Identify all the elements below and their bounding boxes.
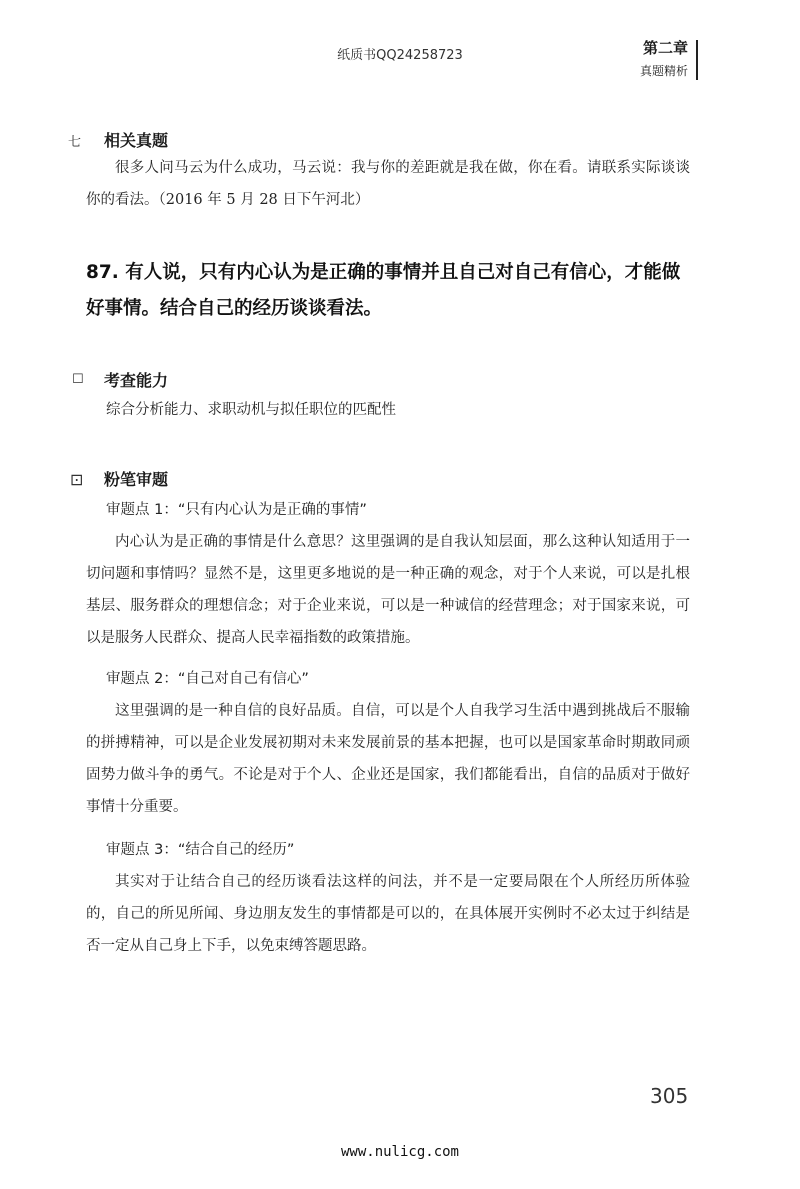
ability-section-title: 考查能力 bbox=[104, 371, 169, 390]
header-divider bbox=[696, 40, 698, 80]
analysis-point-3-text: 其实对于让结合自己的经历谈看法这样的问法，并不是一定要局限在个人所经历所体验的，自己的所见所闻、身边朋友发生的事情都是可以的，在具体展开实例时不必太过于纠结是否一定从自己身上下手，以免束缚答题思路。 bbox=[86, 874, 690, 954]
header-watermark: 纸质书QQ24258723 bbox=[337, 48, 463, 63]
page-number: 305 bbox=[650, 1084, 689, 1108]
analysis-point-2-label: 审题点 2：“自己对自己有信心” bbox=[106, 671, 309, 687]
related-section-title: 相关真题 bbox=[104, 131, 169, 150]
ability-section-icon: ☐ bbox=[72, 372, 84, 387]
chapter-title: 第二章 bbox=[642, 39, 688, 57]
analysis-point-2-text: 这里强调的是一种自信的良好品质。自信，可以是个人自我学习生活中遇到挑战后不服输的拼搏精神，可以是企业发展初期对未来发展前景的基本把握，也可以是国家革命时期敢同顽固势力做斗争的勇气。不论是对于个人、企业还是国家，我们都能看出，自信的品质对于做好事情十分重要。 bbox=[86, 703, 690, 815]
analysis-point-1-label: 审题点 1：“只有内心认为是正确的事情” bbox=[106, 502, 367, 518]
chapter-subtitle: 真题精析 bbox=[639, 64, 688, 78]
analysis-section-title: 粉笔审题 bbox=[104, 470, 169, 489]
analysis-point-3-label: 审题点 3：“结合自己的经历” bbox=[106, 842, 295, 858]
question-title: 87. 有人说，只有内心认为是正确的事情并且自己对自己有信心，才能做好事情。结合自己的经历谈谈看法。 bbox=[86, 262, 681, 319]
analysis-point-1-text: 内心认为是正确的事情是什么意思？这里强调的是自我认知层面，那么这种认知适用于一切问题和事情吗？显然不是，这里更多地说的是一种正确的观念，对于个人来说，可以是扎根基层、服务群众的理想信念；对于企业来说，可以是一种诚信的经营理念；对于国家来说，可以是服务人民群众、提高人民幸福指数的政策措施。 bbox=[86, 534, 690, 646]
related-question-text: 很多人问马云为什么成功，马云说：我与你的差距就是我在做，你在看。请联系实际谈谈你的看法。（2016 年 5 月 28 日下午河北） bbox=[86, 160, 690, 208]
analysis-section-icon: ⊡ bbox=[70, 470, 84, 489]
footer-url: www.nulicg.com bbox=[340, 1144, 459, 1160]
chapter-heading bbox=[620, 38, 688, 80]
related-section-icon: 七 bbox=[68, 135, 82, 150]
ability-text: 综合分析能力、求职动机与拟任职位的匹配性 bbox=[106, 402, 396, 418]
